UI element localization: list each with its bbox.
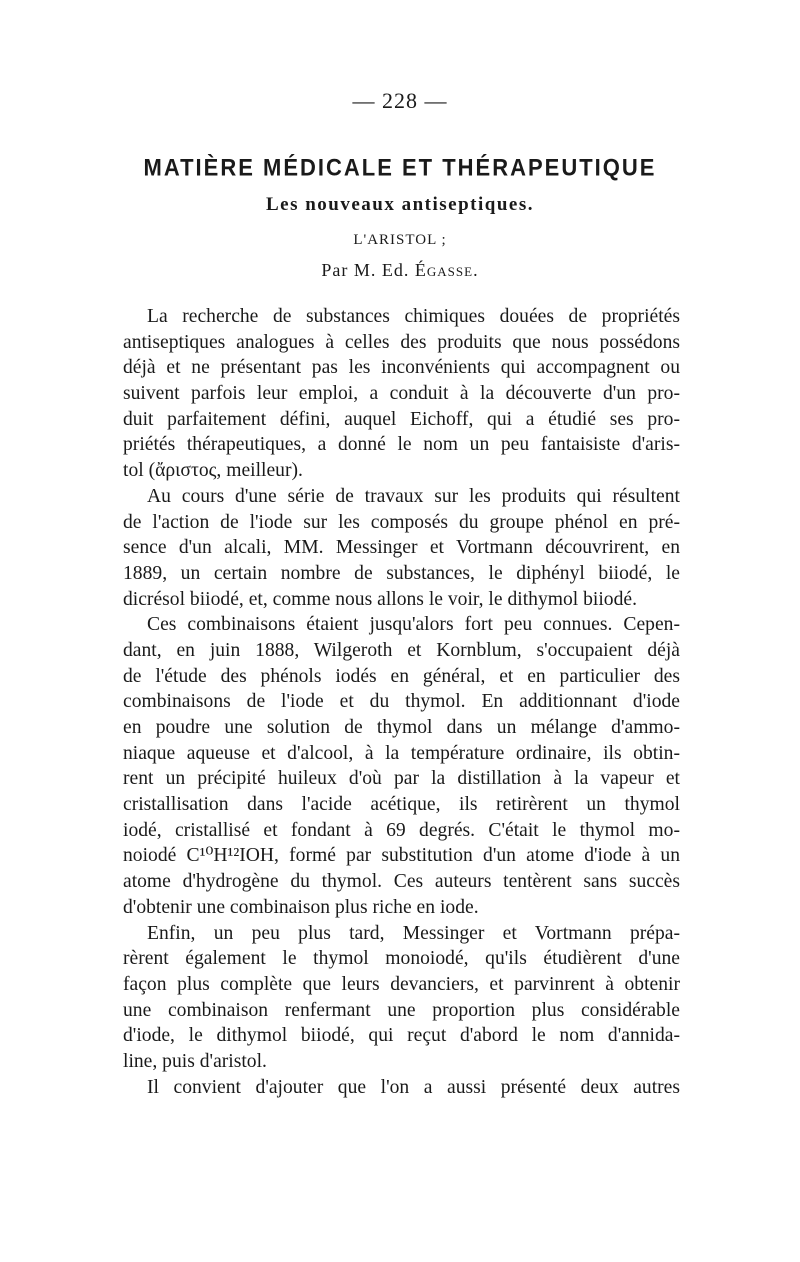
paragraph (123, 921, 680, 1075)
text-line: sence d'un alcali, MM. Messinger et Vortmann découvrirent, en (123, 537, 680, 559)
text-line: façon plus complète que leurs devanciers, et parvinrent à obtenir (123, 973, 680, 995)
text-line: d'obtenir une combinaison plus riche en iode. (123, 896, 479, 918)
text-line: line, puis d'aristol. (123, 1050, 267, 1072)
text-line: rent un précipité huileux d'où par la distillation à la vapeur et (123, 768, 680, 790)
text-line: combinaisons de l'iode et du thymol. En additionnant d'iode (123, 691, 680, 713)
text-line: déjà et ne présentant pas les inconvénients qui accompagnent ou (123, 357, 680, 379)
byline (0, 260, 800, 281)
text-line: en poudre une solution de thymol dans un mélange d'ammo- (123, 717, 680, 738)
text-line: iodé, cristallisé et fondant à 69 degrés. C'était le thymol mo- (123, 819, 680, 841)
text-line: suivent parfois leur emploi, a conduit à la découverte d'un pro- (123, 383, 680, 405)
text-line: dicrésol biiodé, et, comme nous allons le voir, le dithymol biiodé. (123, 588, 638, 610)
paragraph (123, 484, 680, 612)
text-line: niaque aqueuse et d'alcool, à la température ordinaire, ils obtin- (123, 742, 680, 764)
text-line: une combinaison renfermant une proportion plus considérable (123, 999, 680, 1021)
paragraph (123, 1075, 680, 1101)
body-text (123, 304, 680, 1100)
byline-prefix: Par M. Ed. (321, 260, 415, 280)
text-line: antiseptiques analogues à celles des produits que nous possédons (123, 331, 680, 353)
text-line: atome d'hydrogène du thymol. Ces auteurs tentèrent sans succès (123, 871, 680, 893)
text-line: Enfin, un peu plus tard, Messinger et Vortmann prépa- (147, 922, 680, 944)
text-line: La recherche de substances chimiques douées de propriétés (147, 306, 680, 327)
paragraph (123, 612, 680, 920)
text-line: 1889, un certain nombre de substances, le diphényl biiodé, le (123, 562, 680, 584)
text-line: de l'étude des phénols iodés en général, et en particulier des (123, 665, 680, 687)
section-title: MATIÈRE MÉDICALE ET THÉRAPEUTIQUE (143, 153, 657, 182)
text-line: Il convient d'ajouter que l'on a aussi présenté deux autres (147, 1076, 680, 1098)
text-line: de l'action de l'iode sur les composés du groupe phénol en pré- (123, 511, 680, 533)
article-title: Les nouveaux antiseptiques. (265, 194, 535, 215)
text-line: duit parfaitement défini, auquel Eichoff, qui a étudié ses pro- (123, 408, 680, 430)
text-line: rèrent également le thymol monoiodé, qu'ils étudièrent d'une (123, 948, 680, 970)
byline-author: Égasse. (414, 260, 479, 280)
text-line: tol (ἄριστος, meilleur). (123, 460, 303, 482)
text-line: dant, en juin 1888, Wilgeroth et Kornblum, s'occupaient déjà (123, 639, 680, 661)
text-line: Au cours d'une série de travaux sur les produits qui résultent (147, 485, 680, 507)
text-line: noiodé C¹⁰H¹²IOH, formé par substitution d'un atome d'iode à un (123, 845, 680, 867)
text-line: Ces combinaisons étaient jusqu'alors fort peu connues. Cepen- (147, 614, 680, 636)
page-number: — 228 — (352, 88, 448, 113)
paragraph (123, 304, 680, 484)
text-line: d'iode, le dithymol biiodé, qui reçut d'abord le nom d'annida- (123, 1025, 680, 1047)
text-line: cristallisation dans l'acide acétique, ils retirèrent un thymol (123, 794, 680, 816)
text-line: priétés thérapeutiques, a donné le nom un peu fantaisiste d'aris- (123, 434, 680, 456)
subject-heading: L'ARISTOL ; (353, 232, 447, 248)
